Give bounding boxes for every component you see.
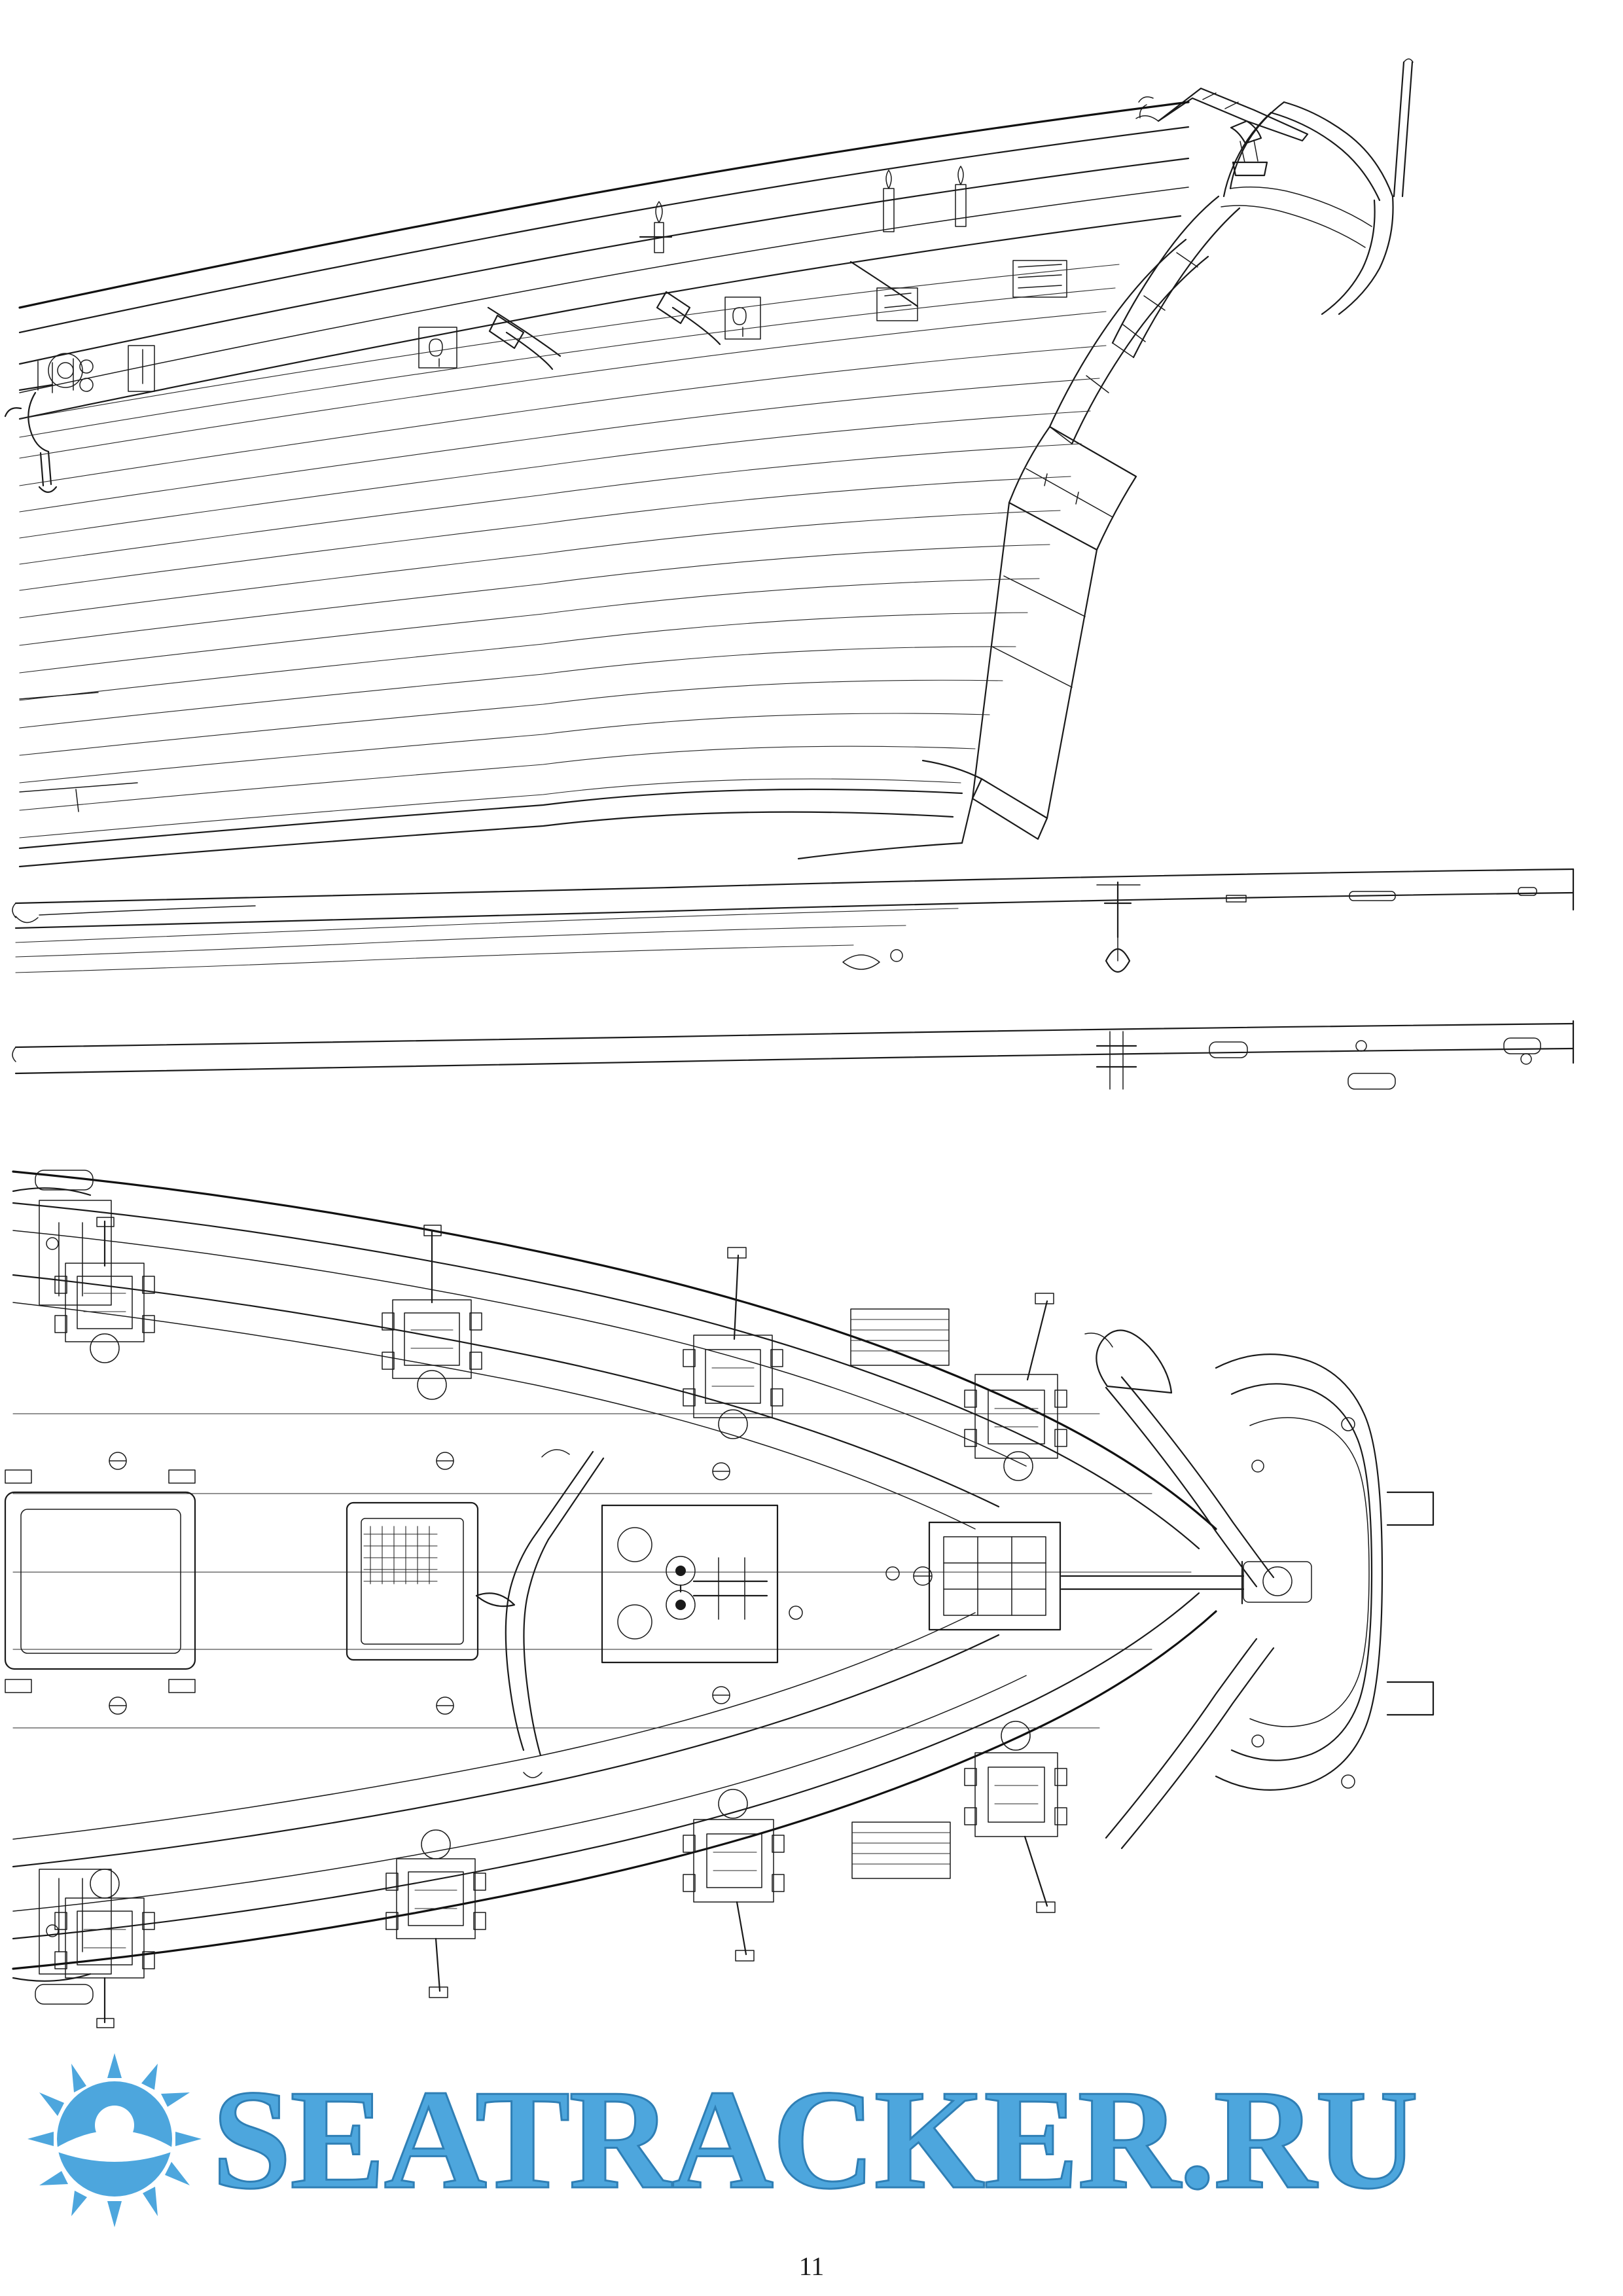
- view-deck-plan: [5, 1170, 1433, 2028]
- anchor-stock: [5, 393, 56, 492]
- deck-outline: [13, 1172, 1433, 1969]
- bow-plan-fittings: [13, 1170, 111, 2004]
- bowsprit: [1394, 59, 1413, 196]
- upper-rail-strip: [12, 869, 1573, 973]
- sun-icon: [26, 2052, 203, 2229]
- bulwark-fittings: [128, 166, 1067, 391]
- page-number: 11: [798, 2251, 825, 2281]
- main-hatch: [5, 1470, 195, 1693]
- capstan-and-bitts: [602, 1505, 777, 1662]
- watermark-text: SEATRACKER.RU: [212, 2061, 1418, 2219]
- deck-ringbolts: [109, 1452, 899, 1714]
- mast-partner-fitting: [1097, 882, 1140, 972]
- wales-and-keel: [20, 692, 962, 867]
- gun-carriage-port-2: [382, 1225, 482, 1399]
- gun-carriage-stbd-2: [386, 1830, 486, 1998]
- sweep-oars: [476, 1450, 603, 1778]
- ladder-stbd: [852, 1822, 950, 1878]
- view-sheer-longitudinal: [12, 869, 1573, 1089]
- skylight: [914, 1522, 1060, 1630]
- gun-carriage-port-3: [683, 1247, 783, 1439]
- head-rails: [972, 196, 1240, 839]
- gun-carriage-stbd-4: [965, 1721, 1067, 1912]
- grating-hatch: [347, 1503, 478, 1660]
- bowsprit-step: [1061, 1331, 1311, 1848]
- gun-carriage-stbd-3: [683, 1789, 784, 1961]
- ladder-port: [851, 1309, 949, 1365]
- view-bow-profile: [5, 59, 1413, 867]
- forefoot: [798, 761, 982, 859]
- watermark: [0, 2042, 1623, 2238]
- lower-rail-strip: [12, 1021, 1573, 1089]
- hull-planking: [20, 264, 1119, 838]
